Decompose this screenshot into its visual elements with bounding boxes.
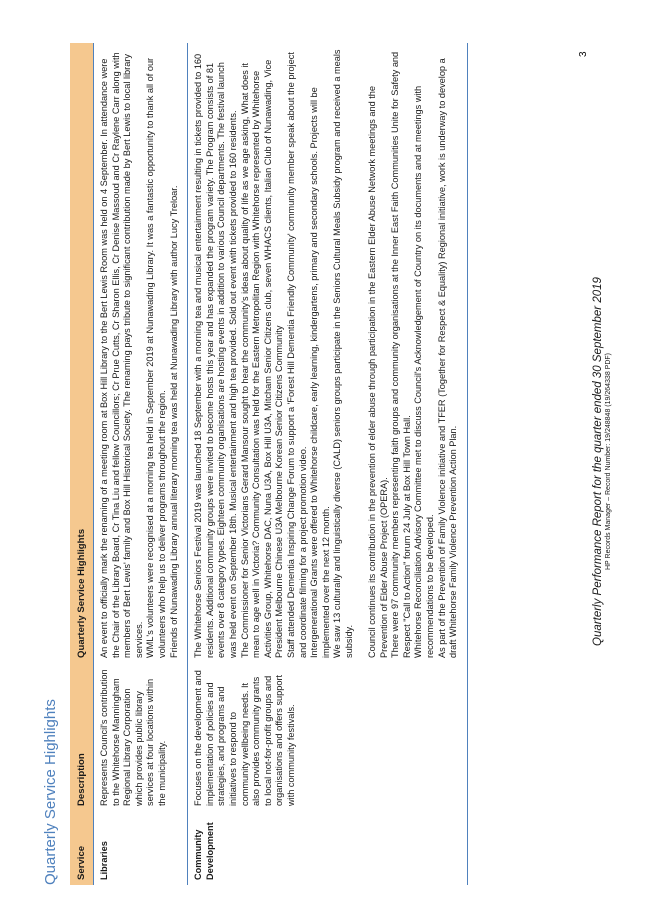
highlights-cell xyxy=(94,43,188,663)
highlight-paragraph: Intergenerational Grants were offered to Whitehorse childcare, early learning, kindergartens, primary and secondary schools. Projects will be implemented over the next 12 month. xyxy=(309,87,331,658)
service-cell: Community Development xyxy=(188,811,468,885)
table-row-community-development xyxy=(188,43,468,885)
header-service: Service xyxy=(70,811,94,885)
highlight-paragraph: Council continues its contribution in the prevention of elder abuse through participation in the Eastern Elder Abuse Network meetings and the Prevention of Elder Abuse Project (OPERA). xyxy=(367,85,389,658)
highlight-paragraph: The Commissioner for Senior Victorians Gerard Mansour sought to hear the community's ideas about quality of life as we age asking, What does it mean to age well in Victoria? Community Consultation was held for the Eastern Metropolitan Region with Whitehorse represented by Whitehorse Activities Group, Whitehorse DAC, Nuna U3A, Box Hill U3A, Mitcham Senior Citizens club, seven WHACS clients, Italian Club of Nunawading, Vice President Melbourne Chinese U3A Melbourne Korean Senior Citizens Community xyxy=(239,59,285,658)
highlight-paragraph: An event to officially mark the renaming of a meeting room at Box Hill Library to the Bert Lewis Room was held on 4 September. In attendance were the Chair of the Library Board, Cr Tina Liu and fellow Councillors; Cr Prue Cutts, Cr Sharon Ellis, Cr Denise Massoud and Cr Raylene Carr along with members of Bert Lewis' family and Box Hill Historical Society. The renaming pays tribute to significant contribution made by Bert Lewis to local library services. xyxy=(99,52,144,658)
page-title: Quarterly Service Highlights xyxy=(42,699,59,885)
header-description: Description xyxy=(70,663,94,811)
highlight-paragraph: As part of the Prevention of Family Violence initiative and TFER (Together for Respect & Equality) Regional initiative, work is underway to develop a draft Whitehorse Family Violence Prevention Action Plan. xyxy=(436,58,459,658)
header-highlights: Quarterly Service Highlights xyxy=(70,43,94,663)
service-highlights-table xyxy=(70,43,468,885)
highlight-paragraph: The Whitehorse Seniors Festival 2019 was launched 18 September with a morning tea and musical entertainment resulting in tickets provided to 160 residents. Additional community groups were invited to become hosts this year and has expanded the program variety. The Program consists of 81 events over 8 category types. Eighteen community organisations are hosting events in addition to various Council departments. The festival launch was held event on September 18th. Musical entertainment and high tea provided. Sold out event with tickets provided to 160 residents. xyxy=(193,53,238,658)
highlight-paragraph: Staff attended Dementia Inspiring Change Forum to support a 'Forest Hill Dementia Friendly Community' community member speak about the project and coordinate filming for a project promotion video. xyxy=(285,52,308,658)
table-row-libraries xyxy=(94,43,188,885)
page-footer xyxy=(592,0,612,923)
footer-title: Quarterly Performance Report for the quarter ended 30 September 2019 xyxy=(592,277,604,646)
highlight-paragraph: We saw 13 culturally and linguistically diverse (CALD) seniors groups participate in the Seniors Cultural Meals Subsidy program and received a meals subsidy. xyxy=(332,49,354,658)
highlight-paragraph: There were 97 community members representing faith groups and community organisations at the Inner East Faith Communities Unite for Safety and Respect "Call to Action" forum 24 July at Box Hill Town Hall. xyxy=(390,51,412,658)
page-number: 3 xyxy=(578,51,589,57)
footer-record-number: HP Records Manager – Record Number: 19/248848 (19/264338 PDF) xyxy=(605,353,612,570)
highlight-paragraph: Whitehorse Reconciliation Advisory Committee met to discuss Council's Acknowledgement of Country on its documents and at meetings with recommendations to be developed. xyxy=(413,85,436,658)
table-header-row xyxy=(70,43,94,885)
highlight-paragraph: WML's volunteers were recognised at a morning tea held in September 2019 at Nunawading Library. It was a fantastic opportunity to thank all of our volunteers who help us to deliver programs throughout the region. xyxy=(145,57,167,658)
description-cell: Represents Council's contribution to the Whitehorse Manningham Regional Library Corporation which provides public library services at four locations within the municipality. xyxy=(94,663,188,811)
service-cell: Libraries xyxy=(94,811,188,885)
highlights-cell xyxy=(188,43,468,663)
highlight-paragraph: Friends of Nunawading Library annual literary morning tea was held at Nunawading Library with author Lucy Treloar. xyxy=(168,185,179,658)
description-cell: Focuses on the development and implementation of policies and strategies, and programs and initiatives to respond to community wellbeing needs. It also provides community grants to local not-for-profit groups and organisations and offers support with community festivals. xyxy=(188,663,468,811)
